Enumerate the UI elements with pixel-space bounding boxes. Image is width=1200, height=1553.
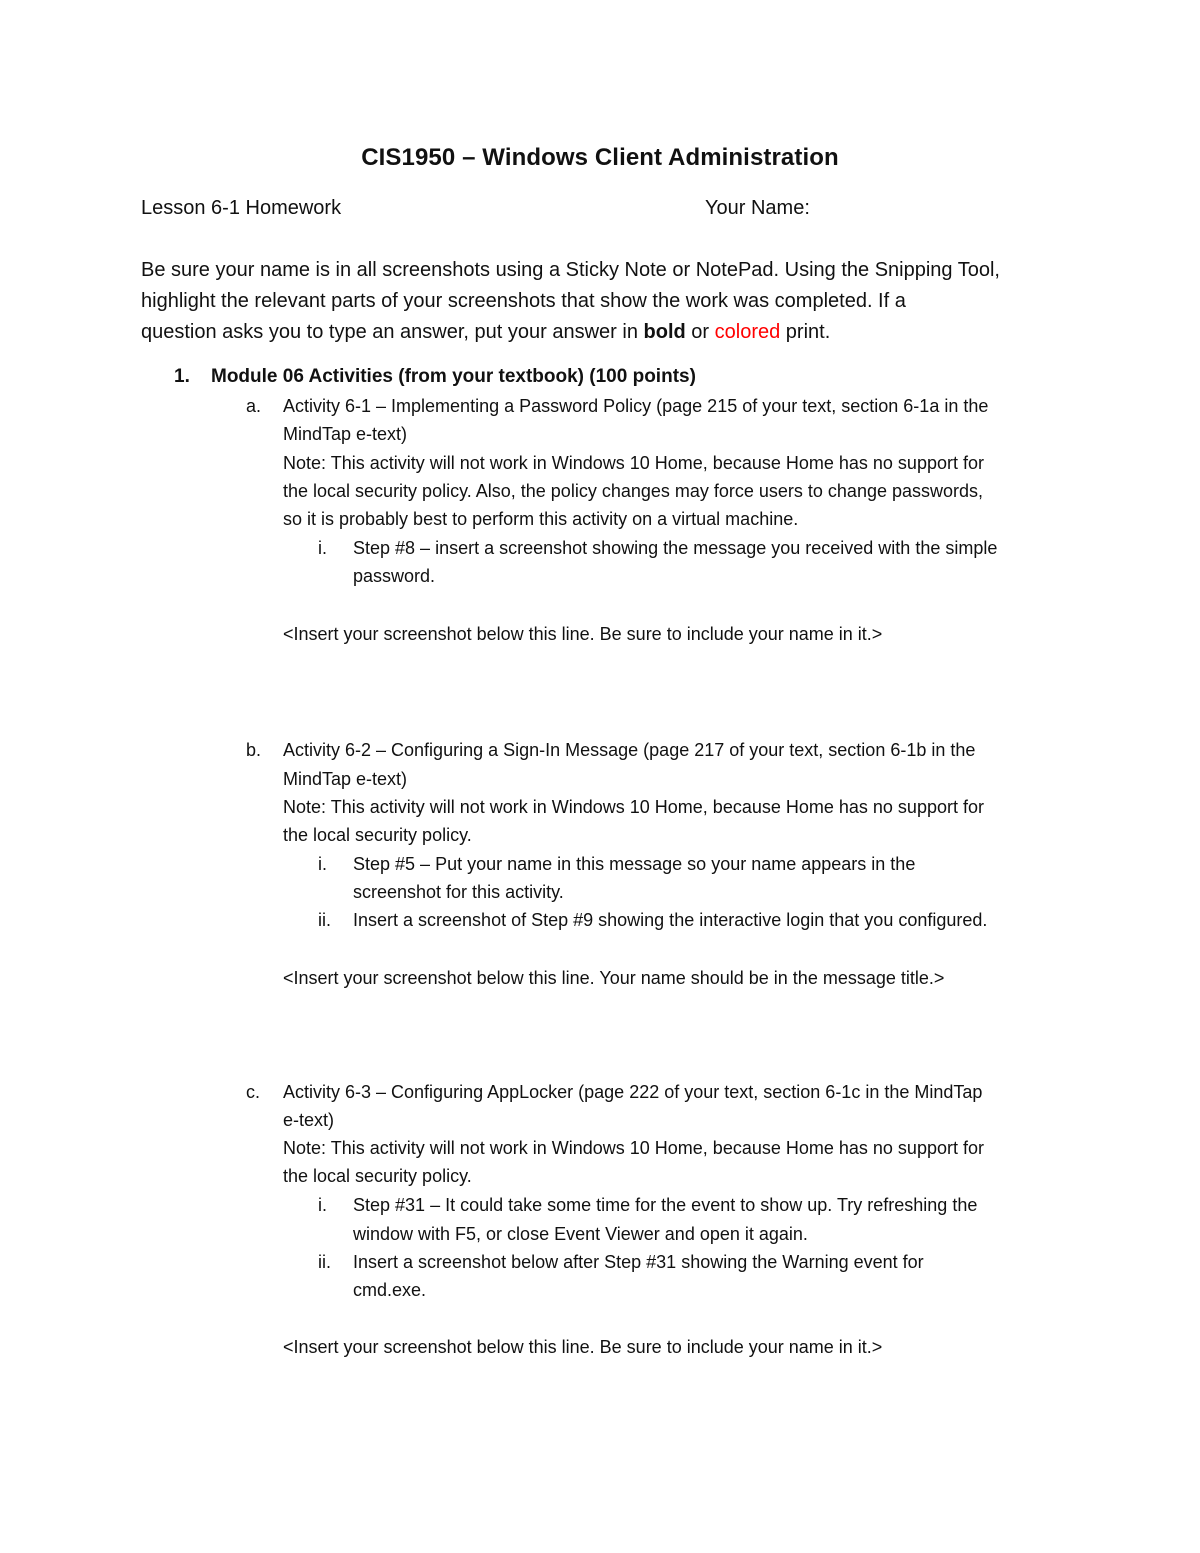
activity-b-insert-note: <Insert your screenshot below this line. Your name should be in the message title.> — [283, 968, 945, 988]
activity-b-i-line-2: screenshot for this activity. — [353, 882, 564, 902]
intro-line-2: highlight the relevant parts of your screenshots that show the work was completed. If a — [141, 290, 906, 312]
activity-c-i-line-2: window with F5, or close Event Viewer and open it again. — [353, 1224, 808, 1244]
activity-b-line-1: Activity 6-2 – Configuring a Sign-In Message (page 217 of your text, section 6-1b in the — [283, 740, 976, 760]
activity-b-i-line-1: Step #5 – Put your name in this message so your name appears in the — [353, 854, 916, 874]
activity-a-line-1: Activity 6-1 – Implementing a Password Policy (page 215 of your text, section 6-1a in the — [283, 396, 989, 416]
activity-b-line-2: MindTap e-text) — [283, 769, 408, 789]
activity-a-note-1: Note: This activity will not work in Windows 10 Home, because Home has no support for — [283, 453, 984, 473]
activity-a-note-3: so it is probably best to perform this activity on a virtual machine. — [283, 509, 799, 529]
intro-line-3-pre: question asks you to type an answer, put your answer in — [141, 321, 644, 343]
activity-a-i-marker: i. — [318, 538, 327, 558]
intro-line-3-post: print. — [780, 321, 831, 343]
intro-line-1: Be sure your name is in all screenshots using a Sticky Note or NotePad. Using the Snipping Tool, — [141, 259, 1000, 281]
activity-b-ii-marker: ii. — [318, 910, 331, 930]
activity-a-insert-note: <Insert your screenshot below this line. Be sure to include your name in it.> — [283, 624, 883, 644]
activity-c-ii-line-2: cmd.exe. — [353, 1280, 427, 1300]
item-1-marker: 1. — [174, 366, 190, 387]
intro-bold-word: bold — [643, 321, 686, 343]
activity-a-i-line-1: Step #8 – insert a screenshot showing the message you received with the simple — [353, 538, 998, 558]
intro-line-3 — [141, 322, 830, 342]
page-title: CIS1950 – Windows Client Administration — [361, 144, 839, 171]
your-name-label: Your Name: — [705, 197, 810, 219]
activity-c-note-1: Note: This activity will not work in Windows 10 Home, because Home has no support for — [283, 1138, 984, 1158]
activity-c-line-1: Activity 6-3 – Configuring AppLocker (page 222 of your text, section 6-1c in the MindTap — [283, 1082, 983, 1102]
activity-c-ii-line-1: Insert a screenshot below after Step #31 showing the Warning event for — [353, 1252, 924, 1272]
lesson-label: Lesson 6-1 Homework — [141, 197, 342, 219]
item-a-marker: a. — [246, 396, 262, 416]
activity-a-line-2: MindTap e-text) — [283, 424, 408, 444]
activity-b-i-marker: i. — [318, 854, 327, 874]
activity-a-i-line-2: password. — [353, 566, 436, 586]
activity-b-ii-line-1: Insert a screenshot of Step #9 showing the interactive login that you configured. — [353, 910, 988, 930]
activity-a-note-2: the local security policy. Also, the policy changes may force users to change passwords, — [283, 481, 984, 501]
activity-c-line-2: e-text) — [283, 1110, 335, 1130]
activity-c-note-2: the local security policy. — [283, 1166, 472, 1186]
activity-b-note-1: Note: This activity will not work in Windows 10 Home, because Home has no support for — [283, 797, 984, 817]
activity-c-i-marker: i. — [318, 1195, 327, 1215]
item-1-heading: Module 06 Activities (from your textbook) (100 points) — [211, 366, 696, 387]
activity-c-insert-note: <Insert your screenshot below this line. Be sure to include your name in it.> — [283, 1337, 883, 1357]
activity-c-ii-marker: ii. — [318, 1252, 331, 1272]
activity-c-i-line-1: Step #31 – It could take some time for the event to show up. Try refreshing the — [353, 1195, 978, 1215]
item-b-marker: b. — [246, 740, 262, 760]
intro-line-3-mid: or — [685, 321, 715, 343]
intro-colored-word: colored — [714, 321, 781, 343]
item-c-marker: c. — [246, 1082, 261, 1102]
activity-b-note-2: the local security policy. — [283, 825, 472, 845]
